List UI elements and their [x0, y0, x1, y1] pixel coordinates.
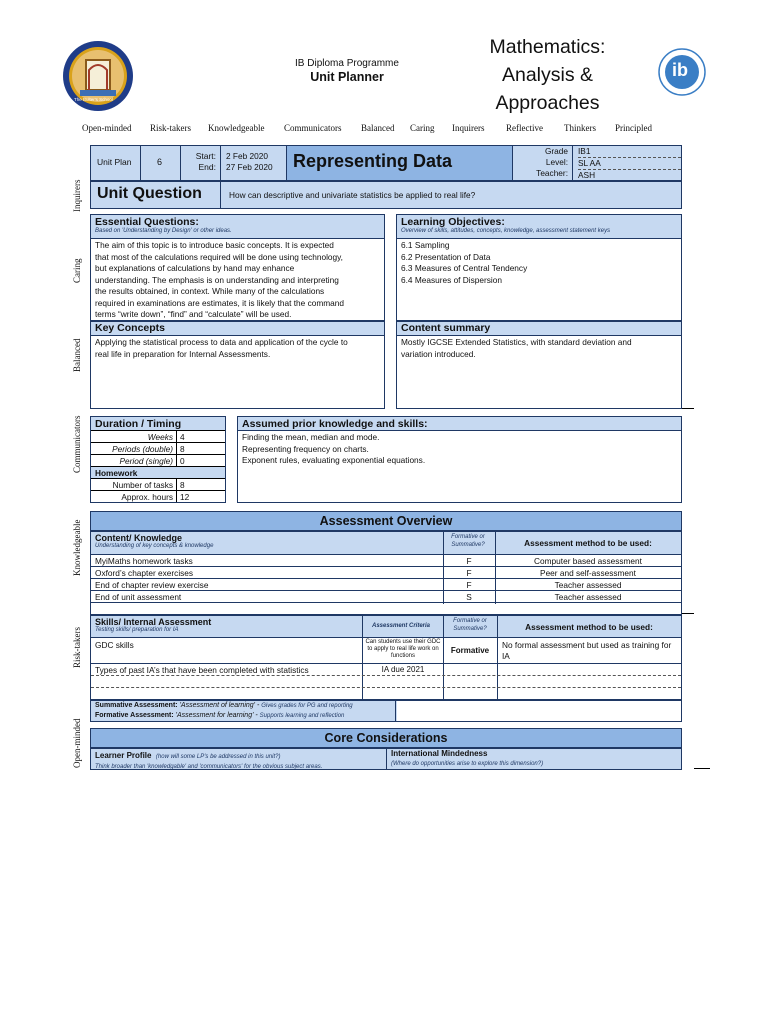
school-logo-text: The Bulter's School: [74, 97, 113, 102]
level-label: Level:: [545, 157, 568, 167]
key-concepts-box: Key Concepts Applying the statistical process to data and application of the cycle to real life in preparation for Internal Assessments.: [90, 321, 385, 409]
essential-questions-box: Essential Questions: Based on 'Understanding by Design' or other ideas. The aim of this topic is to introduce basic concepts. It is expected that most of the calculations required will be done using technology, but explanations of calculations by hand may enhance understanding. The emphasis is on understanding and interpreting the results obtained, in context. While many of the calculations required in examinations are estimates, it is likely that the command terms “write down”, “find” and “calculate” will be used.: [90, 214, 385, 321]
side-label-inquirers: Inquirers: [72, 179, 82, 212]
programme-title: IB Diploma Programme: [295, 58, 399, 69]
side-label-risk-takers: Risk-takers: [72, 627, 82, 668]
level-value: SL AA: [578, 158, 681, 170]
teacher-value: ASH: [578, 170, 596, 180]
side-label-open-minded: Open-minded: [72, 718, 82, 768]
homework-label: Homework: [95, 468, 138, 478]
method-header: Assessment method to be used:: [525, 622, 653, 632]
key-concepts-title: Key Concepts: [95, 322, 166, 334]
unit-question-text: How can descriptive and univariate statistics be applied to real life?: [229, 190, 476, 200]
table-row: Oxford’s chapter exercises F Peer and self-assessment: [91, 567, 681, 579]
start-date: 2 Feb 2020: [226, 151, 268, 161]
unit-question-row: [90, 181, 682, 209]
learning-objectives-box: [396, 214, 682, 321]
formative-label: Formative Assessment:: [95, 712, 174, 719]
content-knowledge-subtitle: Understanding of key concepts & knowledge: [95, 543, 214, 549]
side-label-communicators: Communicators: [72, 415, 82, 473]
duration-title: Duration / Timing: [95, 418, 182, 430]
content-knowledge-title: Content/ Knowledge: [95, 533, 182, 543]
assessment-overview-title: Assessment Overview: [319, 514, 453, 528]
hours-value: 12: [180, 492, 190, 502]
duration-box: [90, 416, 226, 503]
periods-double-label: Periods (double): [112, 444, 173, 454]
table-row: End of unit assessment S Teacher assessed: [91, 591, 681, 603]
unit-plan-label: Unit Plan: [97, 157, 132, 167]
ib-logo-text: ib: [672, 60, 688, 80]
end-date: 27 Feb 2020: [226, 162, 273, 172]
intl-mindedness-label: International Mindedness: [391, 749, 488, 758]
objective-item: 6.2 Presentation of Data: [401, 251, 491, 262]
table-row: [91, 676, 681, 688]
period-single-value: 0: [180, 456, 185, 466]
hours-label: Approx. hours: [121, 492, 173, 502]
skills-ia-table: [90, 615, 682, 700]
formative-header: Formative or Summative?: [453, 618, 487, 632]
tasks-label: Number of tasks: [112, 480, 173, 490]
table-row: MyiMaths homework tasks F Computer based assessment: [91, 555, 681, 567]
grade-value: IB1: [578, 146, 681, 158]
weeks-value: 4: [180, 432, 185, 442]
core-considerations-row: Learner Profile (how will some LP's be addressed in this unit?) Think broader than 'knowledgable' and 'communicators' for the obvious subject areas. International Mindedness (Where do opportunities arise to explore this dimension?): [90, 748, 682, 770]
assessment-definitions: Summative Assessment: 'Assessment of learning' - Gives grades for PG and reporting Formative Assessment: 'Assessment for learning' - Supports learning and reflection: [90, 700, 682, 722]
objective-item: 6.1 Sampling: [401, 240, 450, 250]
school-logo: [62, 40, 134, 112]
unit-plan-row: [90, 145, 682, 181]
learning-objectives-subtitle: Overview of skills, attitudes, concepts, knowledge, assessment statement keys: [401, 228, 611, 234]
table-row: GDC skills Can students use their GDC to apply to real life work on functions Formative No formal assessment but used as training for IA: [91, 638, 681, 664]
skills-title: Skills/ Internal Assessment: [95, 617, 212, 627]
divider: [694, 768, 710, 769]
content-knowledge-table: [90, 531, 682, 615]
essential-questions-subtitle: Based on 'Understanding by Design' or other ideas.: [95, 228, 232, 234]
core-considerations-title: Core Considerations: [324, 731, 448, 745]
unit-question-label: Unit Question: [97, 185, 202, 202]
divider: [682, 613, 694, 614]
prior-knowledge-box: Assumed prior knowledge and skills: Finding the mean, median and mode. Representing frequency on charts. Exponent rules, evaluating exponential equations.: [237, 416, 682, 503]
formative-header: Formative or Summative?: [451, 534, 485, 548]
side-label-balanced: Balanced: [72, 338, 82, 372]
teacher-label: Teacher:: [536, 168, 568, 178]
learner-profile-label: Learner Profile: [95, 751, 152, 760]
criteria-header: Assessment Criteria: [371, 623, 431, 629]
table-row: Types of past IA’s that have been completed with statistics IA due 2021: [91, 664, 681, 676]
side-label-caring: Caring: [72, 258, 82, 283]
objective-item: 6.4 Measures of Dispersion: [401, 274, 502, 285]
grade-label: Grade: [544, 146, 568, 156]
period-single-label: Period (single): [119, 456, 173, 466]
planner-title: Unit Planner: [310, 70, 384, 84]
unit-plan-number: 6: [157, 157, 163, 167]
tasks-value: 8: [180, 480, 185, 490]
ib-logo: [658, 48, 706, 96]
content-summary-title: Content summary: [401, 322, 491, 334]
end-label: End:: [198, 162, 216, 172]
content-summary-box: Content summary Mostly IGCSE Extended Statistics, with standard deviation and variation introduced.: [396, 321, 682, 409]
learning-objectives-title: Learning Objectives:: [401, 216, 505, 228]
table-row: [91, 688, 681, 700]
divider: [682, 408, 694, 409]
start-label: Start:: [195, 151, 216, 161]
summative-label: Summative Assessment:: [95, 702, 178, 709]
divider: [176, 479, 177, 502]
prior-knowledge-title: Assumed prior knowledge and skills:: [242, 418, 428, 430]
assessment-overview-header: [90, 511, 682, 531]
essential-questions-title: Essential Questions:: [95, 216, 199, 228]
side-label-knowledgeable: Knowledgeable: [72, 519, 82, 576]
table-row: End of chapter review exercise F Teacher assessed: [91, 579, 681, 591]
periods-double-value: 8: [180, 444, 185, 454]
method-header: Assessment method to be used:: [524, 538, 652, 548]
skills-subtitle: Testing skills/ preparation for IA: [95, 627, 179, 633]
divider: [176, 431, 177, 467]
weeks-label: Weeks: [147, 432, 173, 442]
unit-title: Representing Data: [293, 151, 453, 171]
subject-title: Mathematics: Analysis & Approaches: [489, 36, 606, 114]
learner-profile-bar: Open-minded Risk-takers Knowledgeable Communicators Balanced Caring Inquirers Reflective Thinkers Principled: [82, 123, 652, 133]
objective-item: 6.3 Measures of Central Tendency: [401, 263, 528, 273]
core-considerations-header: [90, 728, 682, 748]
